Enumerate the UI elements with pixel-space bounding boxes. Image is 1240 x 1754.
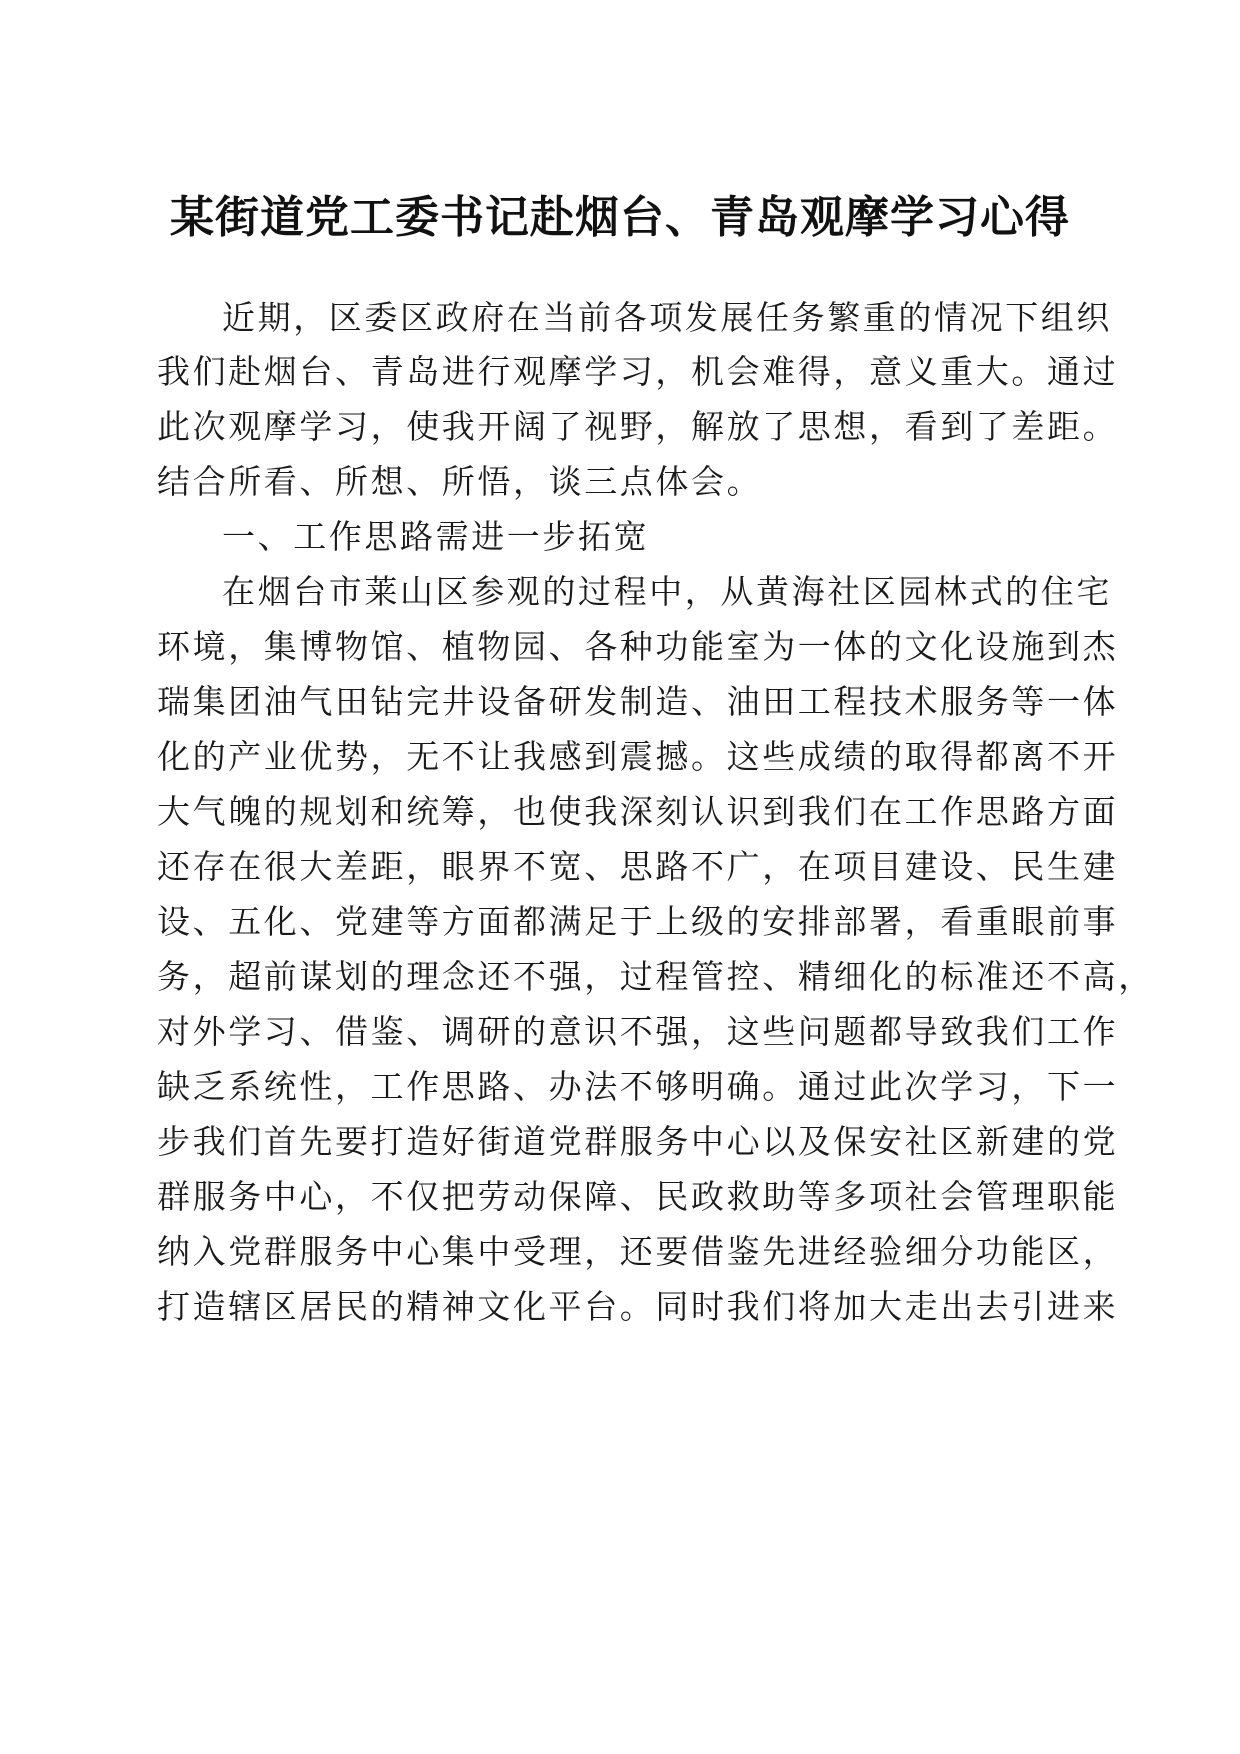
paragraph-line: 瑞集团油气田钻完井设备研发制造、油田工程技术服务等一体: [157, 682, 1119, 721]
paragraph-line: 在烟台市莱山区参观的过程中，从黄海社区园林式的住宅: [222, 572, 1112, 611]
paragraph-line: 大气魄的规划和统筹，也使我深刻认识到我们在工作思路方面: [157, 792, 1119, 831]
paragraph-line: 还存在很大差距，眼界不宽、思路不广，在项目建设、民生建: [157, 847, 1119, 886]
paragraph-line: 群服务中心，不仅把劳动保障、民政救助等多项社会管理职能: [157, 1177, 1119, 1216]
paragraph-line: 缺乏系统性，工作思路、办法不够明确。通过此次学习，下一: [157, 1067, 1119, 1106]
paragraph-line: 环境，集博物馆、植物园、各种功能室为一体的文化设施到杰: [157, 627, 1119, 666]
paragraph-line: 纳入党群服务中心集中受理，还要借鉴先进经验细分功能区，: [157, 1232, 1119, 1271]
document-title: 某街道党工委书记赴烟台、青岛观摩学习心得: [170, 192, 1070, 243]
paragraph-line: 此次观摩学习，使我开阔了视野，解放了思想，看到了差距。: [157, 407, 1119, 446]
paragraph-line: 对外学习、借鉴、调研的意识不强，这些问题都导致我们工作: [157, 1012, 1119, 1051]
paragraph-line: 近期，区委区政府在当前各项发展任务繁重的情况下组织: [222, 298, 1112, 337]
paragraph-line: 设、五化、党建等方面都满足于上级的安排部署，看重眼前事: [157, 902, 1119, 941]
paragraph-line: 步我们首先要打造好街道党群服务中心以及保安社区新建的党: [157, 1122, 1119, 1161]
paragraph-line: 化的产业优势，无不让我感到震撼。这些成绩的取得都离不开: [157, 737, 1119, 776]
paragraph-line: 结合所看、所想、所悟，谈三点体会。: [157, 462, 763, 501]
paragraph-line: 务，超前谋划的理念还不强，过程管控、精细化的标准还不高，: [157, 957, 1154, 996]
section-heading: 一、工作思路需进一步拓宽: [222, 517, 650, 556]
paragraph-line: 打造辖区居民的精神文化平台。同时我们将加大走出去引进来: [157, 1287, 1119, 1326]
paragraph-line: 我们赴烟台、青岛进行观摩学习，机会难得，意义重大。通过: [157, 352, 1119, 391]
